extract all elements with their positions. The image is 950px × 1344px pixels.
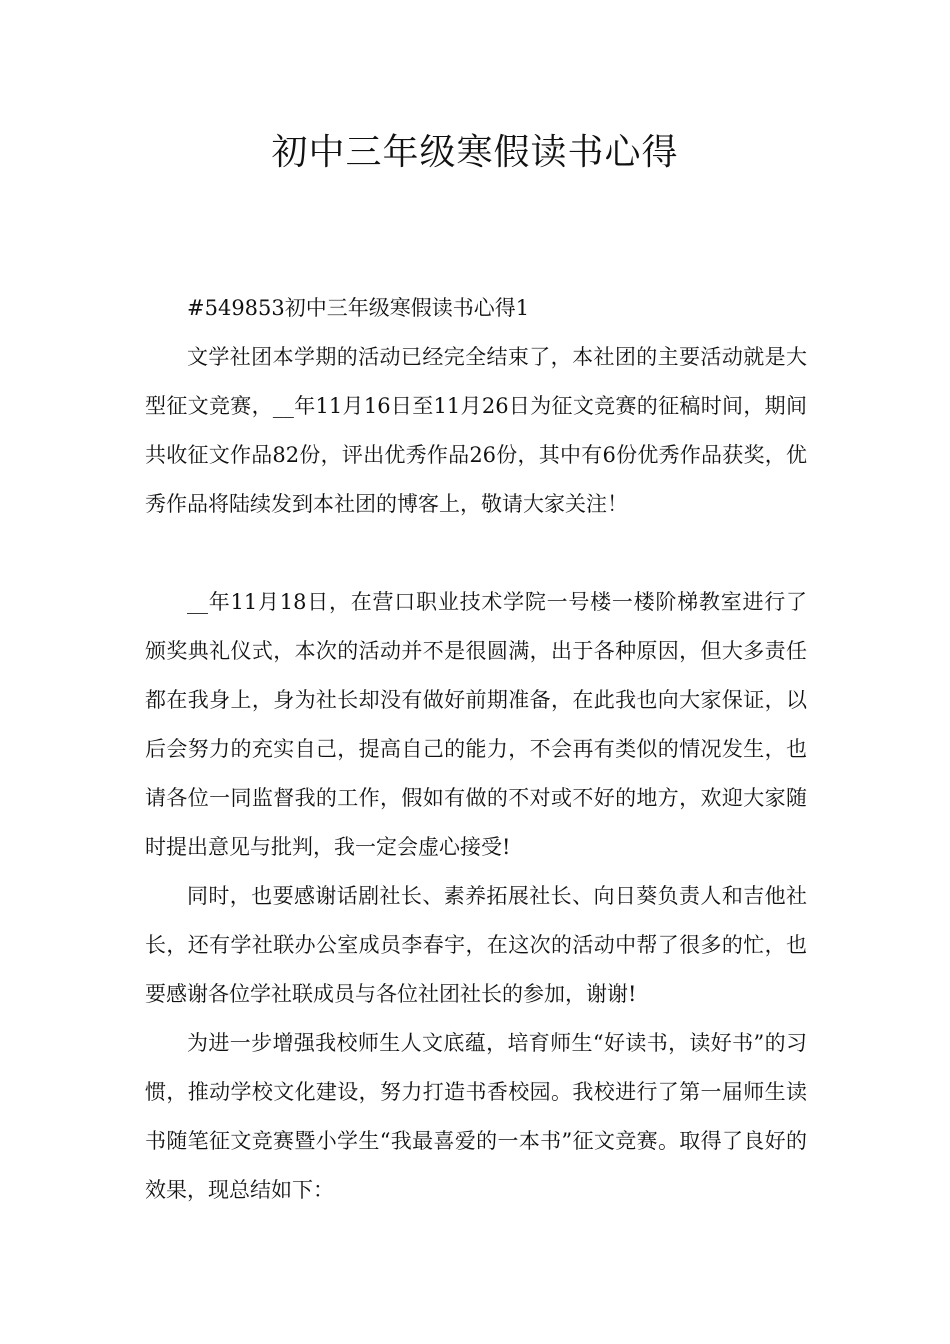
document-subtitle: #549853初中三年级寒假读书心得1: [187, 296, 530, 320]
paragraph-4: 为进一步增强我校师生人文底蕴，培育师生“好读书，读好书”的习惯，推动学校文化建设，努力打造书香校园。我校进行了第一届师生读书随笔征文竞赛暨小学生“我最喜爱的一本书”征文竞赛。取得了良好的效果，现总结如下：: [145, 1031, 807, 1202]
paragraph-gap: [145, 529, 807, 578]
paragraph-3: 同时，也要感谢话剧社长、素养拓展社长、向日葵负责人和吉他社长，还有学社联办公室成员李春宇，在这次的活动中帮了很多的忙，也要感谢各位学社联成员与各位社团社长的参加，谢谢!: [145, 884, 807, 1006]
paragraph-2: __年11月18日，在营口职业技术学院一号楼一楼阶梯教室进行了颁奖典礼仪式，本次的活动并不是很圆满，出于各种原因，但大多责任都在我身上，身为社长却没有做好前期准备，在此我也向大家保证，以后会努力的充实自己，提高自己的能力，不会再有类似的情况发生，也请各位一同监督我的工作，假如有做的不对或不好的地方，欢迎大家随时提出意见与批判，我一定会虚心接受!: [145, 590, 807, 859]
document-title: 初中三年级寒假读书心得: [271, 132, 679, 173]
paragraph-1: 文学社团本学期的活动已经完全结束了，本社团的主要活动就是大型征文竞赛，__年11月16日至11月26日为征文竞赛的征稿时间，期间共收征文作品82份，评出优秀作品26份，其中有6份优秀作品获奖，优秀作品将陆续发到本社团的博客上，敬请大家关注！: [145, 345, 807, 516]
document-body: [145, 284, 807, 1215]
